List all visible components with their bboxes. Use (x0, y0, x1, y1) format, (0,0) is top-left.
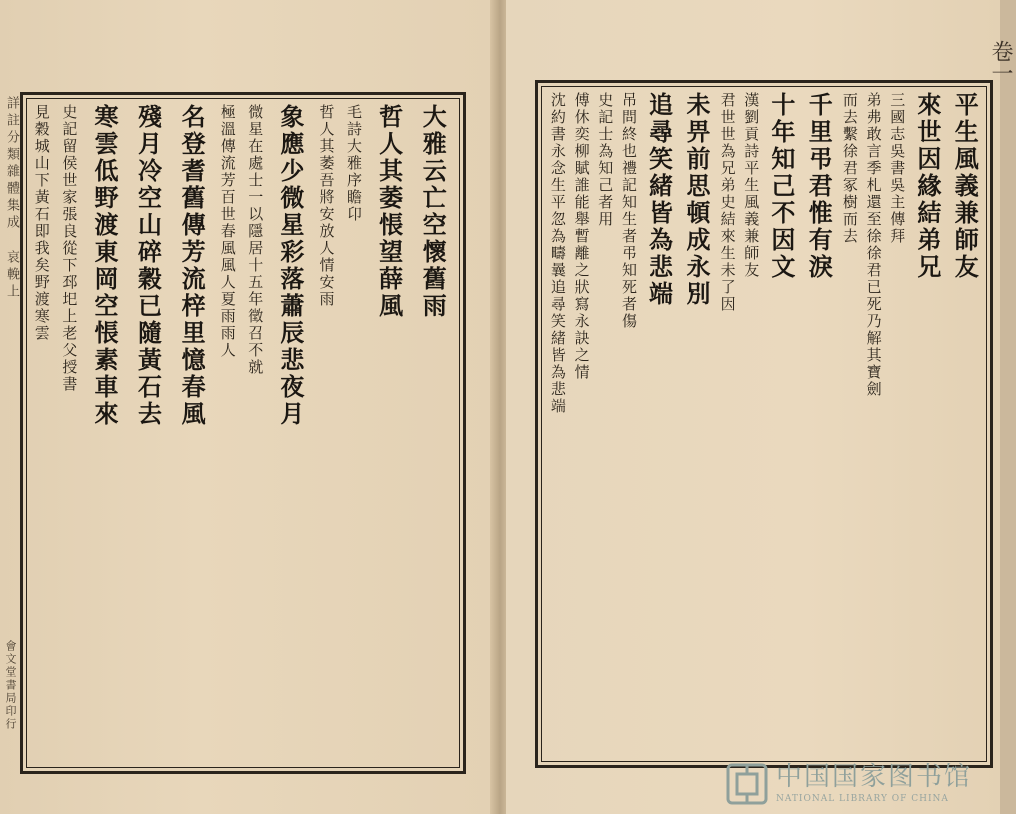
annotation-column: 吊問終也禮記知生者弔知死者傷 (619, 92, 638, 330)
left-margin-publisher: 會文堂書局印行 (4, 640, 17, 731)
annotation-column: 史記留侯世家張良從下邳圯上老父授書 (60, 104, 79, 393)
left-page (0, 0, 494, 814)
annotation-column: 史記士為知己者用 (596, 92, 615, 228)
verse-column: 追尋笑緒皆為悲端 (644, 92, 674, 308)
library-logo-icon (726, 763, 768, 805)
annotation-column: 漢劉貢詩平生風義兼師友 (742, 92, 761, 279)
verse-column: 大雅云亡空懷舊雨 (418, 104, 448, 320)
verse-column: 千里弔君惟有淚 (804, 92, 834, 281)
annotation-column: 見穀城山下黃石即我矣野渡寒雲 (32, 104, 51, 342)
annotation-column: 極溫傳流芳百世春風風人夏雨雨人 (218, 104, 237, 359)
verse-column: 殘月冷空山碎穀已隨黃石去 (133, 104, 163, 428)
annotation-column: 君世世為兄弟史結來生未了因 (718, 92, 737, 313)
verse-column: 未畀前思頓成永別 (681, 92, 711, 308)
watermark-english: NATIONAL LIBRARY OF CHINA (776, 794, 949, 804)
annotation-column: 而去繫徐君冢樹而去 (840, 92, 859, 245)
left-margin-title: 詳註分類雜體集成 (4, 96, 19, 232)
verse-column: 寒雲低野渡東岡空悵素車來 (89, 104, 119, 428)
verse-column: 平生風義兼師友 (950, 92, 980, 281)
annotation-column: 毛詩大雅序瞻卬 (345, 104, 364, 223)
annotation-column: 傅休奕柳賦誰能舉暫離之狀寫永訣之情 (572, 92, 591, 381)
annotation-column: 沈約書永念生平忽為疇曩追尋笑緒皆為悲端 (548, 92, 567, 415)
annotation-column: 微星在處士一以隱居十五年徵召不就 (246, 104, 265, 376)
right-page (506, 0, 1000, 814)
watermark-chinese: 中国国家图书馆 (776, 762, 973, 792)
verse-column: 哲人其萎悵望薛風 (374, 104, 404, 320)
verse-column: 象應少微星彩落蕭辰悲夜月 (275, 104, 305, 428)
left-margin-section: 哀輓上 (4, 250, 19, 301)
verse-column: 名登耆舊傳芳流梓里憶春風 (177, 104, 207, 428)
annotation-column: 三國志吳書吳主傳拜 (888, 92, 907, 245)
annotation-column: 弟弗敢言季札還至徐徐君已死乃解其寶劍 (864, 92, 883, 398)
verse-column: 來世因緣結弟兄 (912, 92, 942, 281)
verse-column: 十年知己不因文 (766, 92, 796, 281)
library-watermark (726, 756, 998, 812)
right-fold-glyph: 卷一 (988, 40, 1013, 84)
annotation-column: 哲人其萎吾將安放人情安雨 (317, 104, 336, 308)
